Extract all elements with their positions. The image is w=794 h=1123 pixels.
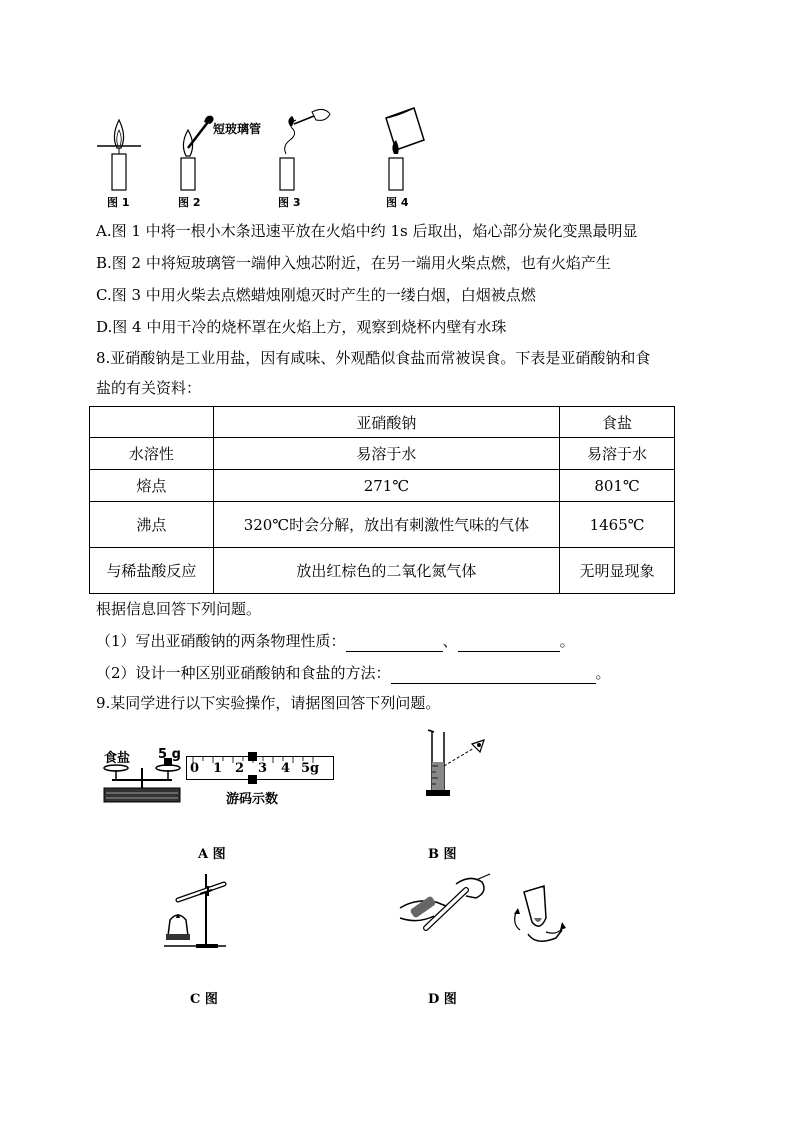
option-c: C.图 3 中用火柴去点燃蜡烛刚熄灭时产生的一缕白烟，白烟被点燃 bbox=[96, 286, 536, 304]
graduated-cylinder-icon bbox=[424, 726, 494, 798]
table-cell: 271℃ bbox=[213, 470, 559, 502]
table-cell: 放出红棕色的二氧化氮气体 bbox=[213, 548, 559, 594]
table-row bbox=[90, 470, 675, 502]
rider-tick-3: 3 bbox=[258, 761, 268, 776]
answer-blank-3[interactable] bbox=[391, 667, 596, 684]
sub-2-prompt: （2）设计一种区别亚硝酸钠和食盐的方法： bbox=[96, 664, 391, 682]
figure-2-label: 图 2 bbox=[178, 196, 201, 209]
question-9-text: 9.某同学进行以下实验操作，请据图回答下列问题。 bbox=[96, 694, 441, 712]
sub-2-end: 。 bbox=[595, 664, 611, 682]
candle-figure-4 bbox=[380, 106, 430, 192]
sub-1-end: 。 bbox=[559, 632, 575, 650]
rider-caption: 游码示数 bbox=[226, 792, 279, 807]
figure-c-label: C 图 bbox=[190, 992, 218, 1007]
rider-tick-0: 0 bbox=[190, 761, 200, 776]
rider-scale bbox=[186, 756, 334, 780]
table-header-cell bbox=[90, 407, 214, 438]
figure-1-label: 图 1 bbox=[107, 196, 130, 209]
answer-blank-2[interactable] bbox=[458, 635, 560, 652]
figure-4-label: 图 4 bbox=[386, 196, 409, 209]
table-header-row bbox=[90, 407, 675, 438]
table-row bbox=[90, 548, 675, 594]
table-cell: 无明显现象 bbox=[560, 548, 675, 594]
question-8-sub-2 bbox=[96, 662, 611, 684]
option-a: A.图 1 中将一根小木条迅速平放在火焰中约 1s 后取出，焰心部分炭化变黑最明显 bbox=[96, 222, 638, 240]
option-b: B.图 2 中将短玻璃管一端伸入烛芯附近，在另一端用火柴点燃，也有火焰产生 bbox=[96, 254, 611, 272]
figure-d-label: D 图 bbox=[428, 992, 457, 1007]
rider-tick-1: 1 bbox=[213, 761, 223, 776]
table-cell: 与稀盐酸反应 bbox=[90, 548, 214, 594]
figure-b-label: B 图 bbox=[428, 847, 457, 862]
answer-blank-1[interactable] bbox=[346, 635, 443, 652]
candle-figure-3 bbox=[272, 106, 342, 192]
option-d: D.图 4 中用干冷的烧杯罩在火焰上方，观察到烧杯内壁有水珠 bbox=[96, 318, 507, 336]
table-cell: 易溶于水 bbox=[560, 438, 675, 470]
figure-3-label: 图 3 bbox=[278, 196, 301, 209]
table-cell: 1465℃ bbox=[560, 502, 675, 548]
question-8-sub-1 bbox=[96, 630, 575, 652]
balance-left-label: 食盐 bbox=[104, 751, 131, 766]
rider-tick-5: 5g bbox=[301, 761, 320, 776]
table-cell: 熔点 bbox=[90, 470, 214, 502]
sub-1-prompt: （1）写出亚硝酸钠的两条物理性质： bbox=[96, 632, 346, 650]
question-8-instruction: 根据信息回答下列问题。 bbox=[96, 600, 262, 618]
balance-right-label: 5 g bbox=[158, 747, 181, 762]
question-8-line-1: 8.亚硝酸钠是工业用盐，因有咸味、外观酷似食盐而常被误食。下表是亚硝酸钠和食 bbox=[96, 349, 651, 367]
table-cell: 320℃时会分解，放出有刺激性气味的气体 bbox=[213, 502, 559, 548]
rider-tick-4: 4 bbox=[281, 761, 291, 776]
table-header-cell: 亚硝酸钠 bbox=[213, 407, 559, 438]
table-cell: 沸点 bbox=[90, 502, 214, 548]
candle-figure-1 bbox=[95, 112, 145, 192]
glass-tube-label: 短玻璃管 bbox=[213, 122, 262, 136]
table-row bbox=[90, 438, 675, 470]
rider-tick-2: 2 bbox=[235, 761, 245, 776]
sub-1-separator: 、 bbox=[442, 632, 458, 650]
table-cell: 易溶于水 bbox=[213, 438, 559, 470]
rider-marker-bottom bbox=[248, 775, 257, 784]
iron-stand-heating-icon bbox=[156, 870, 246, 950]
table-header-cell: 食盐 bbox=[560, 407, 675, 438]
test-tube-hands-icon bbox=[396, 872, 568, 952]
table-cell: 水溶性 bbox=[90, 438, 214, 470]
rider-marker-top bbox=[248, 752, 257, 761]
question-8-line-2: 盐的有关资料： bbox=[96, 379, 202, 397]
table-row bbox=[90, 502, 675, 548]
figure-a-label: A 图 bbox=[198, 847, 226, 862]
comparison-table bbox=[89, 406, 675, 594]
table-cell: 801℃ bbox=[560, 470, 675, 502]
